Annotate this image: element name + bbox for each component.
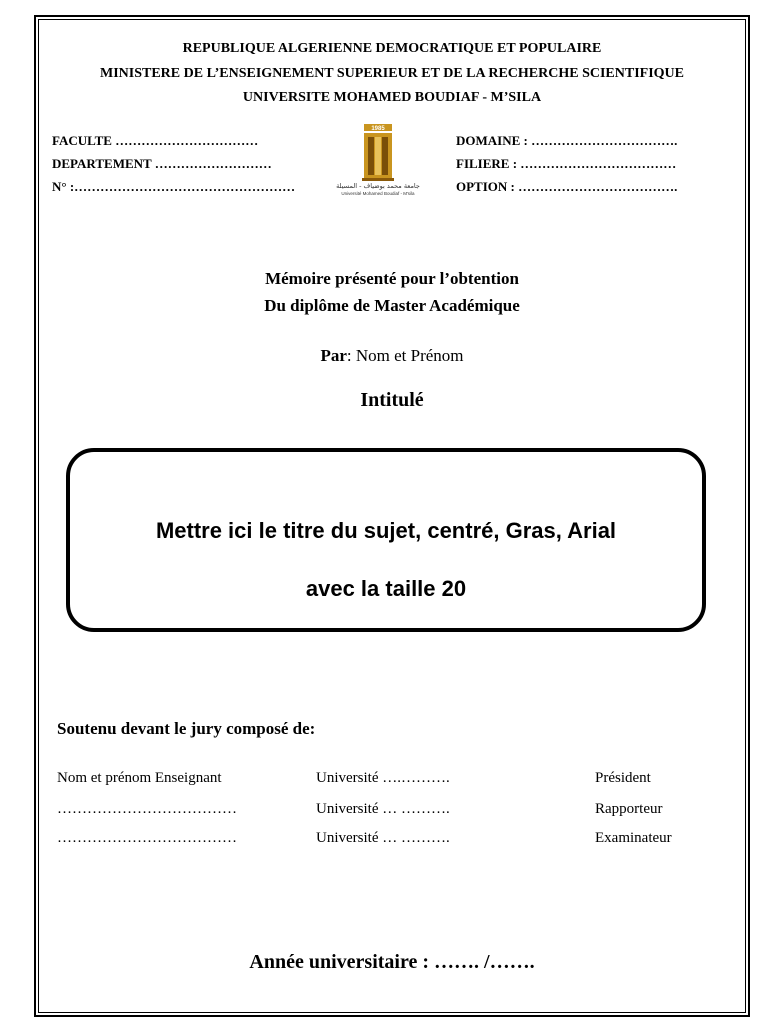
jury-university: Université ….………. — [316, 770, 450, 786]
title-line2: avec la taille 20 — [305, 576, 467, 601]
svg-text:1985: 1985 — [371, 126, 385, 132]
jury-heading: Soutenu devant le jury composé de: — [57, 719, 316, 738]
header-republic: REPUBLIQUE ALGERIENNE DEMOCRATIQUE ET POPULAIRE — [182, 41, 602, 56]
par-value: : Nom et Prénom — [346, 346, 464, 365]
numero-field: N° :…………………………………………… — [52, 179, 296, 194]
author-line — [40, 346, 744, 366]
departement-field: DEPARTEMENT ……………………… — [52, 156, 272, 171]
memoire-line1: Mémoire présenté pour l’obtention — [265, 269, 519, 288]
svg-text:جامعة محمد بوضياف - المسيلة: جامعة محمد بوضياف - المسيلة — [336, 182, 420, 190]
filiere-field: FILIERE : ……………………………… — [456, 156, 677, 171]
title-line1: Mettre ici le titre du sujet, centré, Gras, Arial — [155, 518, 617, 543]
jury-name: ……………………………… — [57, 801, 237, 817]
option-field: OPTION : ………………………………. — [456, 179, 678, 194]
university-logo-icon — [334, 124, 422, 198]
jury-role: Président — [595, 770, 651, 786]
annee-universitaire: Année universitaire : ……. /……. — [249, 951, 535, 973]
svg-text:Université Mohamed Boudiaf - M: Université Mohamed Boudiaf - M'sila — [341, 191, 415, 196]
jury-role: Rapporteur — [595, 801, 663, 817]
university-logo — [334, 124, 422, 198]
jury-name: Nom et prénom Enseignant — [57, 770, 222, 786]
faculte-field: FACULTE …………………………… — [52, 133, 259, 148]
intitule-heading: Intitulé — [360, 389, 424, 411]
header-university: UNIVERSITE MOHAMED BOUDIAF - M’SILA — [242, 90, 542, 105]
domaine-field: DOMAINE : ……………………………. — [456, 133, 678, 148]
jury-university: Université … ………. — [316, 830, 450, 846]
memoire-line2: Du diplôme de Master Académique — [264, 296, 520, 315]
header-ministry: MINISTERE DE L’ENSEIGNEMENT SUPERIEUR ET DE LA RECHERCHE SCIENTIFIQUE — [99, 66, 684, 81]
jury-name: ……………………………… — [57, 830, 237, 846]
jury-university: Université … ………. — [316, 801, 450, 817]
jury-role: Examinateur — [595, 830, 672, 846]
par-label: Par — [320, 346, 347, 365]
